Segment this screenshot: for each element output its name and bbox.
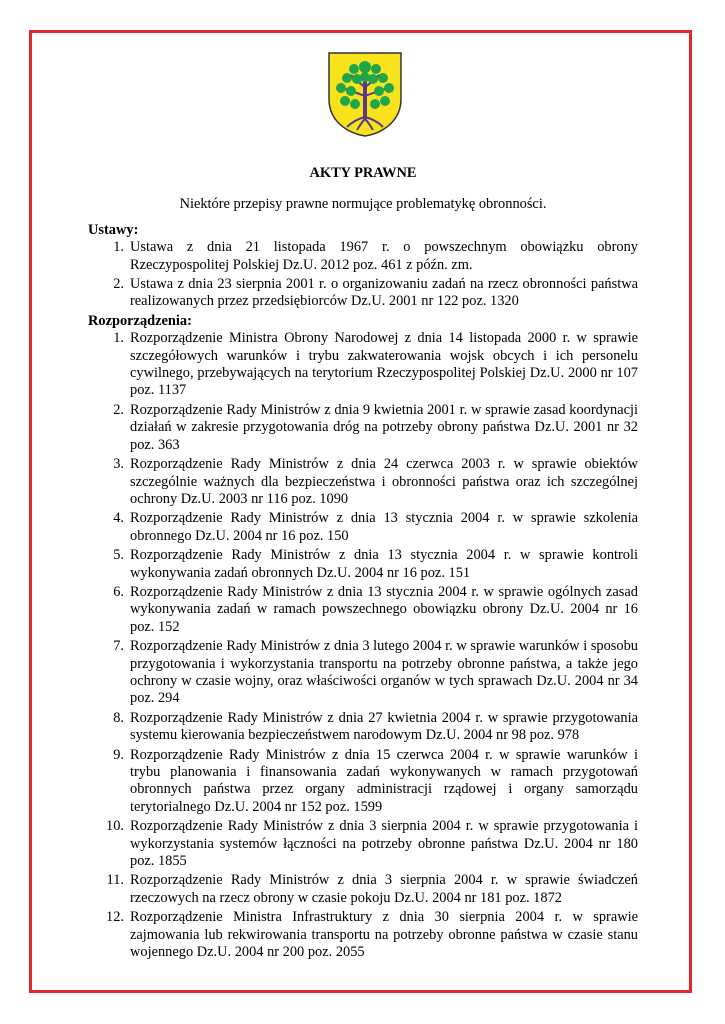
list-item-text: Rozporządzenie Rady Ministrów z dnia 15 czerwca 2004 r. w sprawie warunków i trybu planowania i finansowania zadań wykonywanych w ramach przygotowań obronnych państwa przez organy administracji rządowej i organy samorządu terytorialnego Dz.U. 2004 nr 152 poz. 1599 [130, 746, 638, 815]
list-item-text: Ustawa z dnia 23 sierpnia 2001 r. o organizowaniu zadań na rzecz obronności państwa realizowanych przez przedsiębiorców Dz.U. 2001 nr 122 poz. 1320 [130, 276, 638, 310]
list-item-number: 3. [113, 456, 124, 473]
list-item [88, 239, 638, 274]
list-item-number: 10. [106, 818, 124, 835]
list-item-text: Rozporządzenie Rady Ministrów z dnia 3 sierpnia 2004 r. w sprawie przygotowania i wykorzystania systemów łączności na potrzeby obronne państwa Dz.U. 2004 nr 180 poz. 1855 [130, 818, 638, 870]
list-item-number: 1. [113, 239, 124, 256]
list-item-text: Rozporządzenie Rady Ministrów z dnia 13 stycznia 2004 r. w sprawie ogólnych zasad wykonywania zadań w ramach powszechnego obowiązku obrony Dz.U. 2004 nr 16 poz. 152 [130, 583, 638, 635]
list-item-text: Rozporządzenie Rady Ministrów z dnia 13 stycznia 2004 r. w sprawie kontroli wykonywania zadań obronnych Dz.U. 2004 nr 16 poz. 151 [130, 547, 638, 581]
section-heading: Ustawy: [88, 221, 139, 238]
legal-acts-list [88, 239, 638, 311]
list-item-text: Rozporządzenie Rady Ministrów z dnia 13 stycznia 2004 r. w sprawie szkolenia obronnego Dz.U. 2004 nr 16 poz. 150 [130, 510, 638, 544]
list-item [88, 584, 638, 636]
list-item-number: 12. [106, 909, 124, 926]
section-heading: Rozporządzenia: [88, 312, 192, 329]
coat-of-arms-emblem [327, 51, 403, 137]
list-item-number: 8. [113, 709, 124, 726]
list-item [88, 818, 638, 870]
document-subtitle: Niektóre przepisy prawne normujące problematykę obronności. [179, 196, 547, 213]
legal-acts-list [88, 330, 638, 961]
list-item [88, 276, 638, 311]
list-item-number: 11. [106, 872, 124, 889]
list-item [88, 456, 638, 508]
list-item [88, 510, 638, 545]
list-item-number: 2. [113, 401, 124, 418]
list-item [88, 638, 638, 708]
list-item-number: 9. [113, 746, 124, 763]
list-item [88, 710, 638, 745]
list-item-text: Rozporządzenie Rady Ministrów z dnia 9 kwietnia 2001 r. w sprawie zasad koordynacji działań w zakresie przygotowania dróg na potrzeby obrony państwa Dz.U. 2001 nr 32 poz. 363 [130, 401, 638, 453]
list-item-text: Rozporządzenie Rady Ministrów z dnia 27 kwietnia 2004 r. w sprawie przygotowania systemu kierowania bezpieczeństwem narodowym Dz.U. 2004 nr 98 poz. 978 [130, 709, 638, 744]
list-item-text: Rozporządzenie Rady Ministrów z dnia 24 czerwca 2003 r. w sprawie obiektów szczególnie ważnych dla bezpieczeństwa i obronności państwa oraz ich szczególnej ochrony Dz.U. 2003 nr 116 poz. 1090 [130, 456, 638, 507]
list-item-number: 5. [113, 547, 124, 564]
list-item-text: Rozporządzenie Ministra Infrastruktury z dnia 30 sierpnia 2004 r. w sprawie zajmowania lub rekwirowania transportu na potrzeby obronne państwa w czasie stanu wojennego Dz.U. 2004 nr 200 poz. 2055 [130, 909, 638, 961]
list-item-number: 6. [113, 583, 124, 600]
list-item-text: Rozporządzenie Rady Ministrów z dnia 3 lutego 2004 r. w sprawie warunków i sposobu przygotowania i wykorzystania transportu na potrzeby obronne państwa, a także jego ochrony w czasie wojny, oraz właściwości organów w tych sprawach Dz.U. 2004 nr 34 poz. 294 [130, 638, 638, 707]
list-item-text: Rozporządzenie Rady Ministrów z dnia 3 sierpnia 2004 r. w sprawie świadczeń rzeczowych na rzecz obrony w czasie pokoju Dz.U. 2004 nr 181 poz. 1872 [130, 872, 638, 906]
legal-acts-sections [88, 222, 638, 962]
list-item-number: 4. [113, 510, 124, 527]
list-item-number: 2. [113, 276, 124, 293]
list-item-number: 1. [113, 330, 124, 347]
document-body [88, 165, 638, 963]
document-title: AKTY PRAWNE [309, 165, 417, 181]
list-item [88, 330, 638, 400]
list-item [88, 872, 638, 907]
list-item-number: 7. [113, 638, 124, 655]
list-item [88, 547, 638, 582]
list-item [88, 909, 638, 961]
list-item-text: Rozporządzenie Ministra Obrony Narodowej z dnia 14 listopada 2000 r. w sprawie szczegółowych warunków i trybu zakwaterowania wojsk obcych i ich personelu cywilnego, przebywających na terytorium Rzeczypospolitej Polskiej Dz.U. 2000 nr 107 poz. 1137 [130, 330, 638, 399]
list-item [88, 747, 638, 817]
list-item-text: Ustawa z dnia 21 listopada 1967 r. o powszechnym obowiązku obrony Rzeczypospolitej Polskiej Dz.U. 2012 poz. 461 z późn. zm. [130, 239, 638, 273]
list-item [88, 402, 638, 454]
